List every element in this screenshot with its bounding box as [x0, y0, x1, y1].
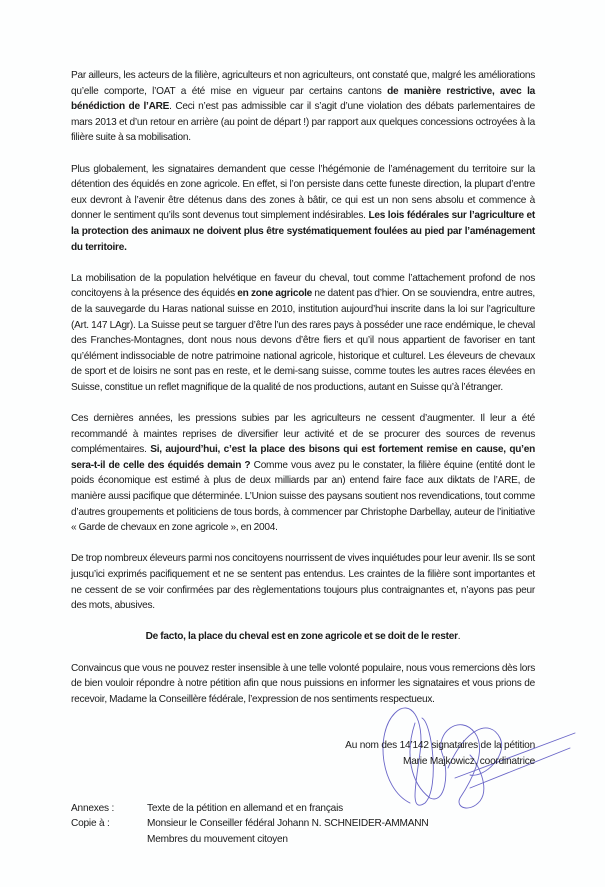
paragraph-pressions: [71, 411, 535, 536]
annexes-block: [71, 801, 541, 848]
bold-segment: Les lois fédérales sur l’agriculture et la protection des animaux ne doivent plus être systématiquement foulées au pied par l’aménagement du territoire.: [71, 210, 535, 253]
text-segment: ne datent pas d’hier. On se souviendra, entre autres, de la sauvegarde du Haras national suisse en 2010, institution aujourd’hui inscrite dans la loi sur l’agriculture (Art. 147 LAgr). La Suisse peut se targuer d’être l’un des rares pays à posséder une race endémique, le cheval des Franches-Montagnes, dont nous nous devons d’être fiers et qu’il nous appartient de favoriser en tant qu’élément indissociable de notre patrimoine national agricole, historique et culturel. Les éleveurs de chevaux de sport et de loisirs ne sont pas en reste, et le demi-sang suisse, comme toutes les autres races élevées en Suisse, constitue un reflet magnifique de la qualité de nos productions, autant en Suisse qu’à l’étranger.: [71, 288, 535, 393]
annex-row-copie: [71, 816, 541, 832]
text-segment: Plus globalement, les signataires demandent que cesse l’hégémonie de l’aménagement du territoire sur la détention des équidés en zone agricole. En effet, si l’on persiste dans cette funeste direction, la plupart d’entre eux devront à l’avenir être détenus dans des zones à bâtir, ce qui est un non sens absolu et commence à donner le sentiment qu’ils sont devenus tout simplement indésirables.: [71, 163, 535, 222]
paragraph-mobilisation: [71, 271, 535, 396]
bold-segment: de manière restrictive, avec la bénédiction de l’ARE: [71, 85, 535, 113]
bold-segment: en zone agricole: [237, 288, 313, 300]
annex-value: Texte de la pétition en allemand et en français: [147, 802, 343, 814]
text-segment: La mobilisation de la population helvétique en faveur du cheval, tout comme l’attachement profond de nos concitoyens à la présence des équidés: [71, 272, 535, 300]
annex-value: Monsieur le Conseiller fédéral Johann N. SCHNEIDER-AMMANN: [147, 818, 429, 830]
paragraph-convaincus: [71, 661, 535, 708]
text-segment: Comme vous avez pu le constater, la filière équine (entité dont le poids économique est estimé à plus de deux milliards par an) entend faire face aux diktats de l’ARE, de manière aussi pacifique que déterminée. L’Union suisse des paysans soutient nos revendications, tout comme d’autres groupements et politiciens de tous bords, à commencer par Christophe Darbellay, auteur de l’initiative « Garde de chevaux en zone agricole », en 2004.: [71, 459, 535, 534]
text-segment: De trop nombreux éleveurs parmi nos concitoyens nourrissent de vives inquiétudes pour leur avenir. Ils se sont jusqu’ici exprimés pacifiquement et ne se sentent pas entendus. Les craintes de la filière sont importantes et ne cessent de se voir confirmées par des règlementations toujours plus contraignantes et, n’ayons pas peur des mots, abusives.: [71, 553, 535, 612]
annex-value: Membres du mouvement citoyen: [147, 833, 288, 845]
paragraph-ore-restrictive: [71, 68, 535, 146]
paragraph-de-facto: [71, 629, 535, 645]
annex-label: Annexes :: [71, 802, 115, 814]
bold-segment: Si, aujourd’hui, c’est la place des bisons qui est fortement remise en cause, qu’en sera-t-il de celle des équidés demain ?: [71, 444, 536, 471]
bold-segment: De facto, la place du cheval est en zone agricole et se doit de le rester: [145, 631, 458, 643]
signatories-line: Au nom des 14’142 signataires de la pétition: [345, 740, 535, 752]
closing-area: [71, 738, 535, 769]
annex-row-annexes: [71, 801, 541, 817]
paragraph-hegemonie: [71, 162, 535, 256]
text-segment: .: [457, 631, 461, 643]
annex-label: Copie à :: [71, 818, 110, 830]
annex-label-empty: [71, 832, 147, 848]
paragraph-eleveurs: [71, 551, 535, 613]
letter-body: [71, 68, 535, 707]
text-segment: . Ceci n’est pas admissible car il s’agit d’une violation des débats parlementaires de mars 2013 et d’un retour en arrière (au point de départ !) par rapport aux quelques concessions octroyées à la filière suite à sa mobilisation.: [71, 101, 535, 144]
closing-signature-block: [71, 738, 535, 769]
text-segment: Par ailleurs, les acteurs de la filière, agriculteurs et non agriculteurs, ont constaté que, malgré les améliorations qu’elle comporte, l’OAT a été mise en vigueur par certains cantons: [71, 70, 535, 97]
text-segment: Convaincus que vous ne pouvez rester insensible à une telle volonté populaire, nous vous remercions dès lors de bien vouloir répondre à notre pétition afin que nous puissions en informer les signataires et vous prions de recevoir, Madame la Conseillère fédérale, l’expression de nos sentiments respectueux.: [71, 662, 535, 705]
signer-name: Marie Majkowicz, coordinatrice: [403, 755, 535, 767]
text-segment: Ces dernières années, les pressions subies par les agriculteurs ne cessent d’augmenter. Il leur a été recommandé à maintes reprises de diversifier leur activité et de se procurer des sources de revenus complémentaires.: [71, 413, 535, 456]
annex-row-copie-cont: [71, 832, 541, 848]
